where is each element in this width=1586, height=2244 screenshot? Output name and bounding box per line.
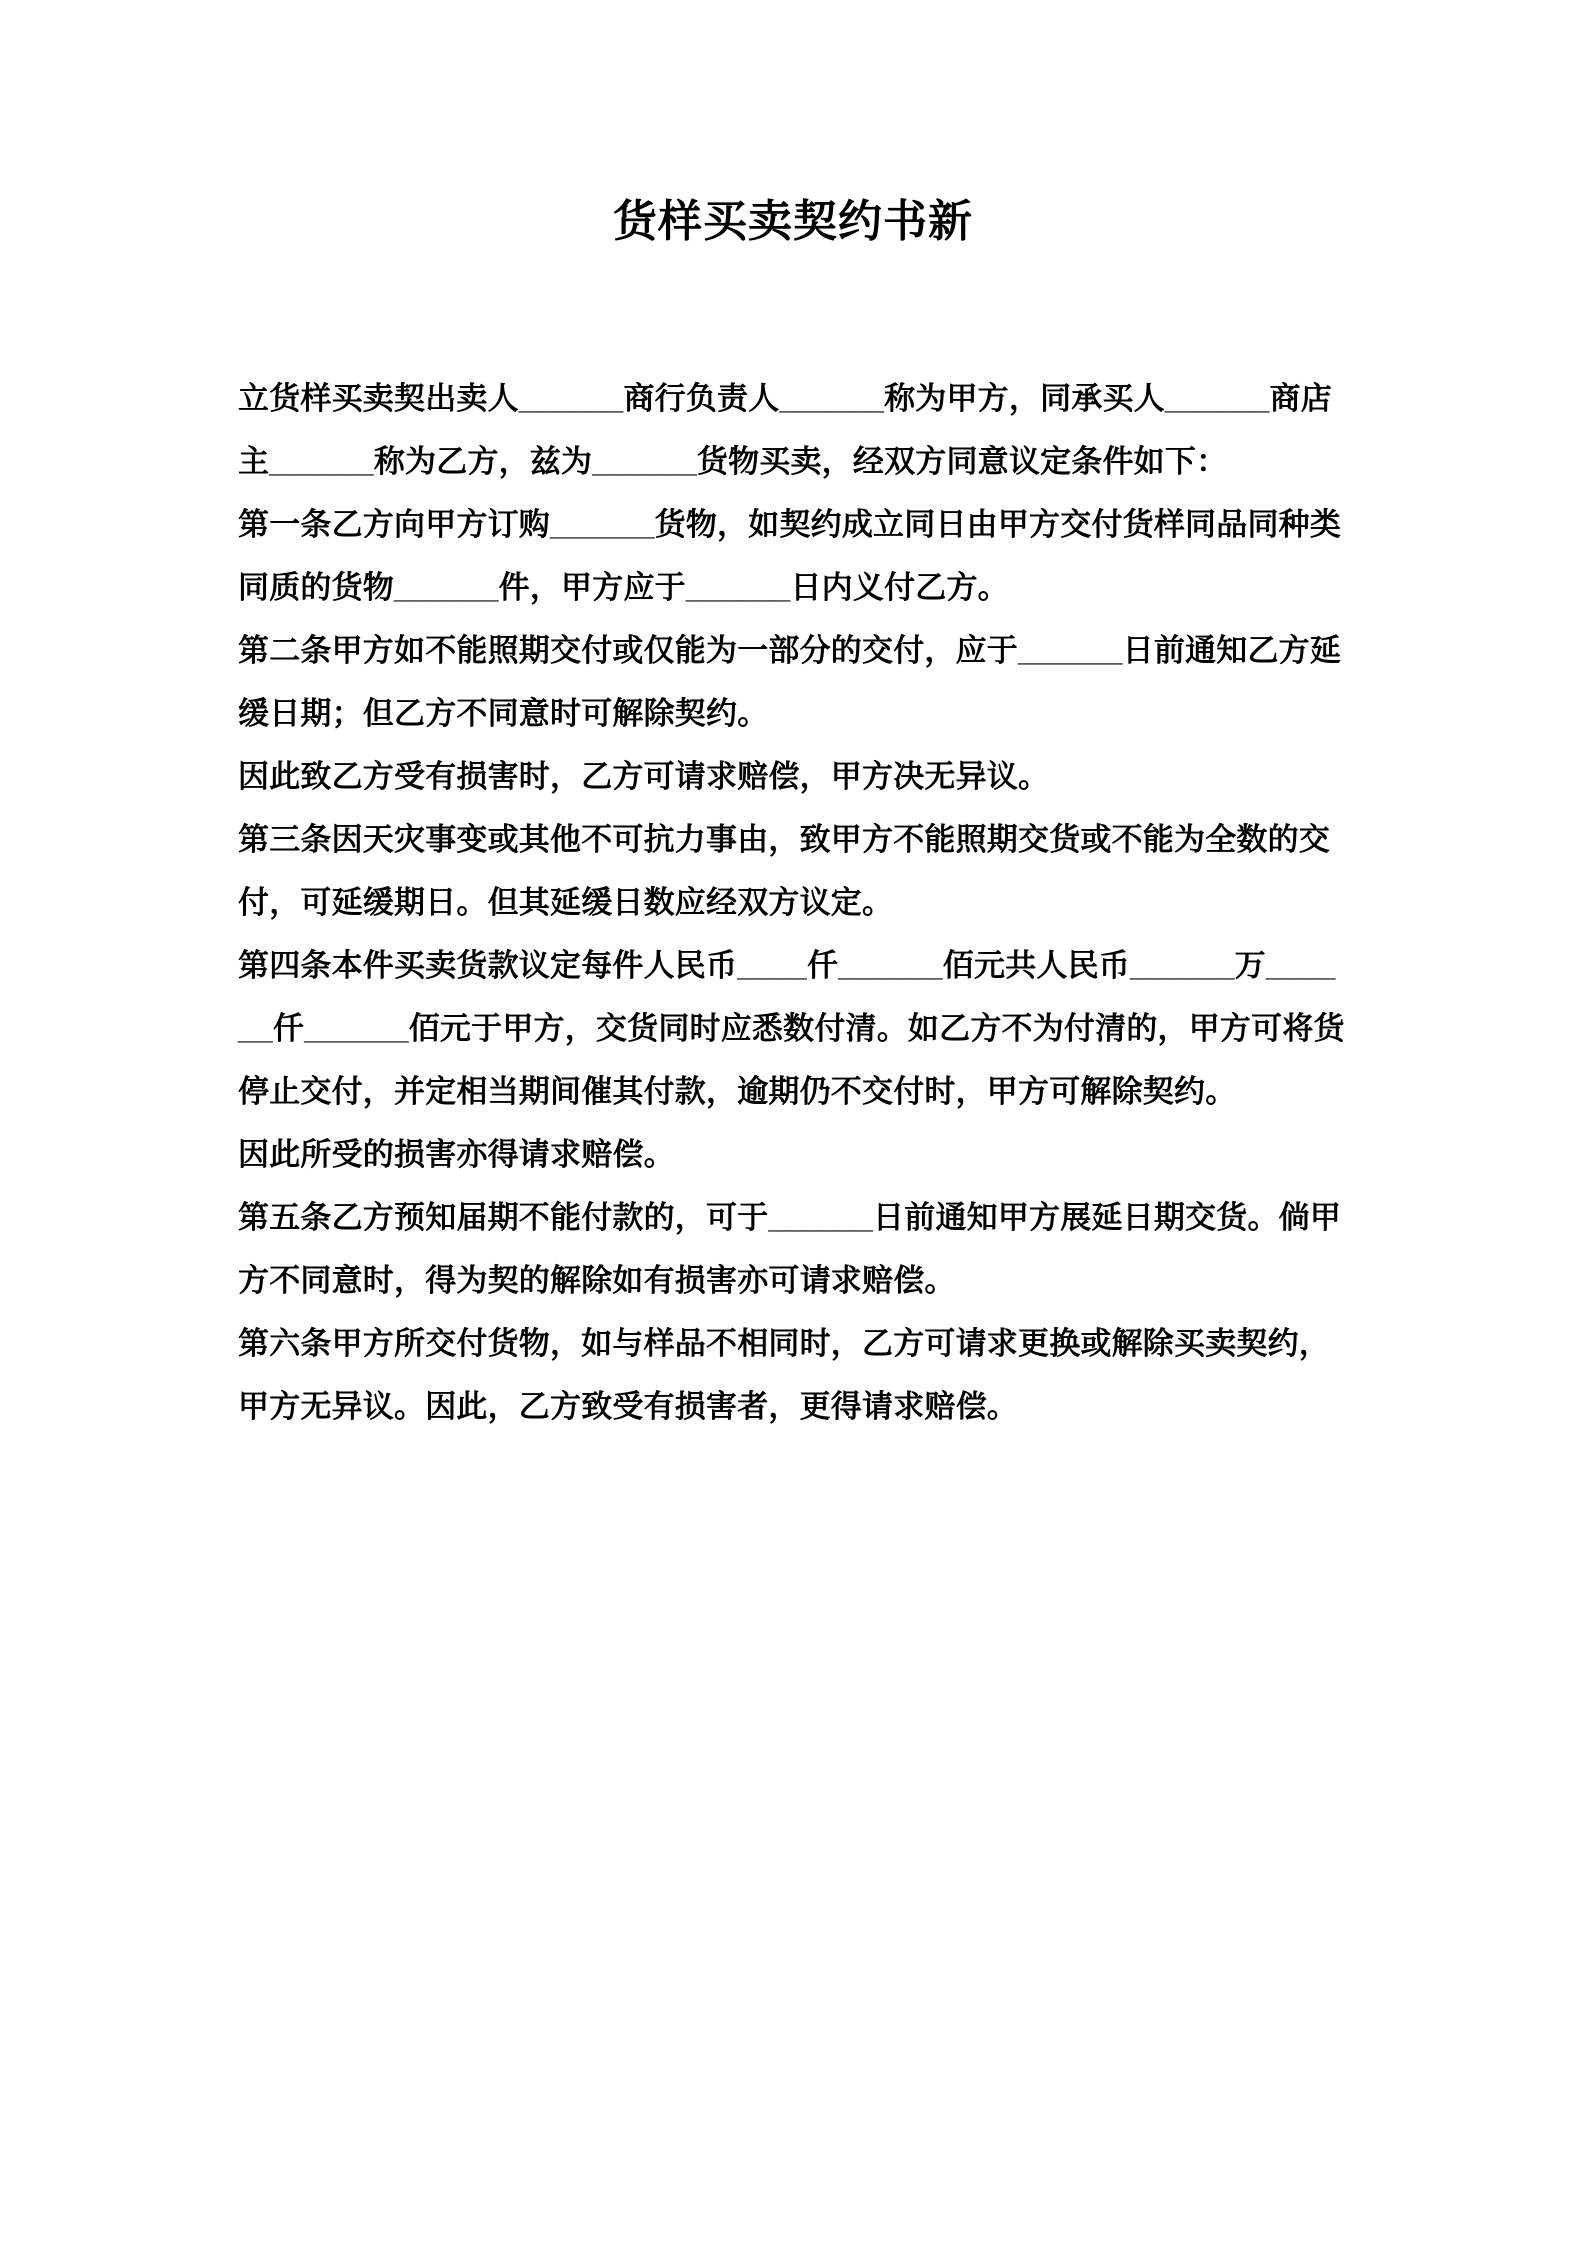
paragraph: 第四条本件买卖货款议定每件人民币____仟______佰元共人民币______万______仟______佰元于甲方，交货同时应悉数付清。如乙方不为付清的，甲方可将货停止交付，并定相当期间催其付款，逾期仍不交付时，甲方可解除契约。 xyxy=(238,947,1345,1109)
page-title: 货样买卖契约书新 xyxy=(613,197,973,246)
document-body xyxy=(238,249,1348,1438)
paragraph: 第五条乙方预知届期不能付款的，可于______日前通知甲方展延日期交货。倘甲方不同意时，得为契的解除如有损害亦可请求赔偿。 xyxy=(238,1199,1342,1298)
paragraph: 第六条甲方所交付货物，如与样品不相同时，乙方可请求更换或解除买卖契约，甲方无异议。因此，乙方致受有损害者，更得请求赔偿。 xyxy=(238,1325,1330,1424)
paragraph: 立货样买卖契出卖人______商行负责人______称为甲方，同承买人______商店主______称为乙方，兹为______货物买卖，经双方同意议定条件如下： xyxy=(238,380,1332,479)
paragraph: 第二条甲方如不能照期交付或仅能为一部分的交付，应于______日前通知乙方延缓日期；但乙方不同意时可解除契约。 xyxy=(238,632,1342,731)
paragraph: 因此所受的损害亦得请求赔偿。 xyxy=(238,1136,675,1172)
paragraph: 因此致乙方受有损害时，乙方可请求赔偿，甲方决无异议。 xyxy=(238,758,1050,794)
paragraph: 第三条因天灾事变或其他不可抗力事由，致甲方不能照期交货或不能为全数的交付，可延缓期日。但其延缓日数应经双方议定。 xyxy=(238,821,1330,920)
paragraph: 第一条乙方向甲方订购______货物，如契约成立同日由甲方交付货样同品同种类同质的货物______件，甲方应于______日内义付乙方。 xyxy=(238,506,1342,605)
